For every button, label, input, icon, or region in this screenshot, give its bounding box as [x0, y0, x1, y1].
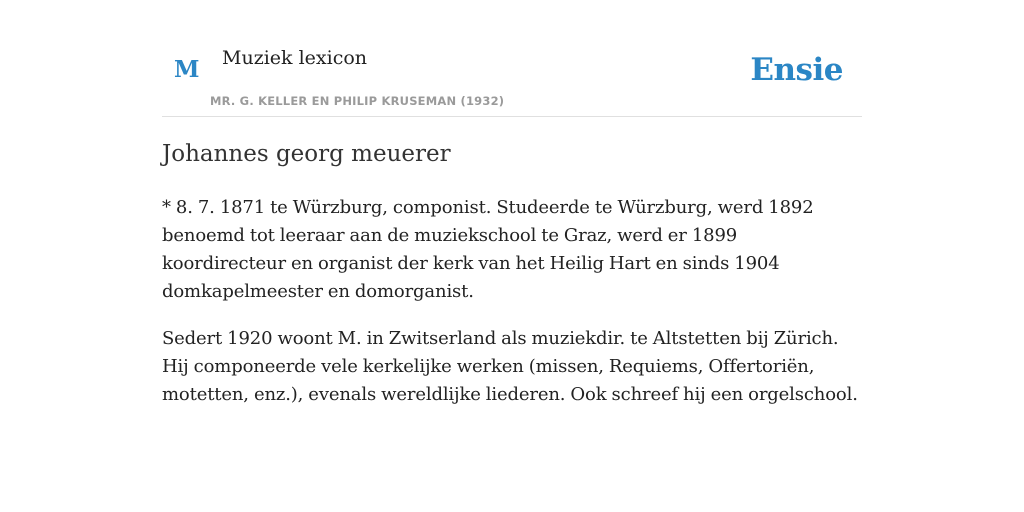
entry-content — [162, 138, 862, 428]
brand-logo[interactable]: Ensie — [750, 52, 843, 88]
entry-paragraph: Sedert 1920 woont M. in Zwitserland als muziekdir. te Altstetten bij Zürich. Hij componeerde vele kerkelijke werken (missen, Requiems, Offertoriën, motetten, enz.), evenals wereldlijke liederen. Ook schreef hij een orgelschool. — [162, 328, 858, 405]
header — [162, 0, 862, 117]
book-title[interactable]: Muziek lexicon — [222, 47, 368, 69]
entry-body — [162, 194, 862, 409]
book-logo-icon[interactable]: M — [174, 56, 200, 83]
entry-title: Johannes georg meuerer — [162, 141, 451, 167]
entry-paragraph: * 8. 7. 1871 te Würzburg, componist. Studeerde te Würzburg, werd 1892 benoemd tot leeraar aan de muziekschool te Graz, werd er 1899 koordirecteur en organist der kerk van het Heilig Hart en sinds 1904 domkapelmeester en domorganist. — [162, 197, 814, 302]
book-authors: MR. G. KELLER EN PHILIP KRUSEMAN (1932) — [210, 94, 505, 108]
